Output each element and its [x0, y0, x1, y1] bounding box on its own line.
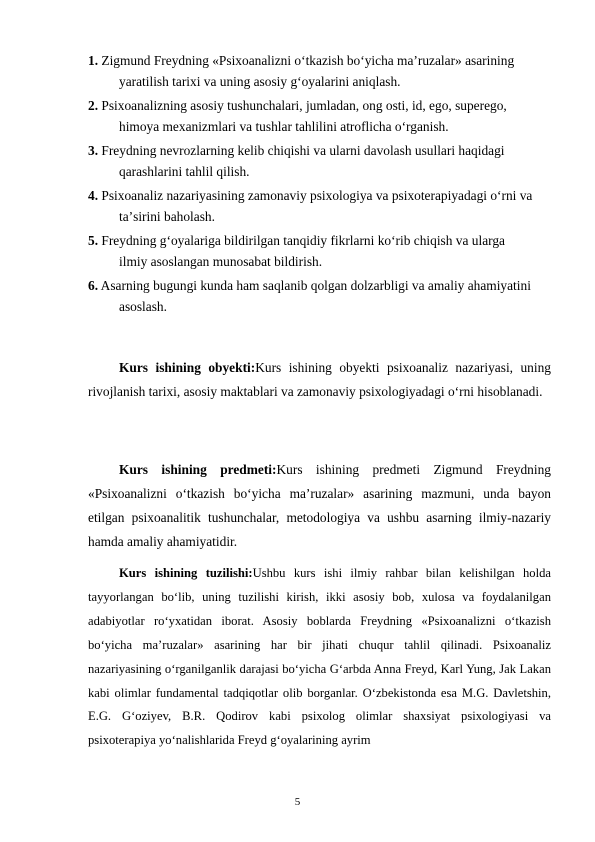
item-text: Psixoanalizning asosiy tushunchalari, jumladan, ong osti, id, ego, superego, — [98, 98, 507, 113]
structure-paragraph — [88, 562, 551, 753]
item-text-continued: himoya mexanizmlari va tushlar tahlilini atroflicha oʻrganish. — [119, 118, 449, 134]
structure-text: Ushbu kurs ishi ilmiy rahbar bilan kelishilgan holda tayyorlangan boʻlib, uning tuzilishi kirish, ikki asosiy bob, xulosa va foydalanilgan adabiyotlar roʻyxatidan iborat. Asosiy boblarda Freydning «Psixoanalizni oʻtkazish boʻyicha maʼruzalar» asarining har bir jihati chuqur tahlil qilinadi. Psixoanaliz nazariyasining oʻrganilganlik darajasi boʻyicha Gʻarbda Anna Freyd, Karl Yung, Jak Lakan kabi olimlar fundamental tadqiqotlar olib borganlar. Oʻzbekistonda esa M.G. Davletshin, E.G. Gʻoziyev, B.R. Qodirov kabi psixolog olimlar shaxsiyat psixologiyasi va psixoterapiya yoʻnalishlarida Freyd gʻoyalarining ayrim — [88, 566, 551, 748]
item-number: 1. — [88, 53, 99, 68]
structure-label: Kurs ishining tuzilishi: — [119, 566, 253, 580]
list-item — [88, 276, 558, 317]
subject-text: Kurs ishining predmeti Zigmund Freydning «Psixoanalizni oʻtkazish boʻyicha maʼruzalar» asarining mazmuni, unda bayon etilgan psixoanalitik tushunchalar, metodologiya va ushbu asarning ilmiy-nazariy hamda amaliy ahamiyatidir. — [88, 462, 551, 549]
item-text: Zigmund Freydning «Psixoanalizni oʻtkazish boʻyicha maʼruzalar» asarining — [98, 53, 515, 68]
item-text-continued: qarashlarini tahlil qilish. — [119, 163, 250, 179]
list-item — [88, 231, 558, 272]
item-text-continued: taʼsirini baholash. — [119, 208, 215, 224]
subject-paragraph — [88, 458, 551, 554]
item-text: Freydning nevrozlarning kelib chiqishi va ularni davolash usullari haqidagi — [98, 143, 505, 158]
object-paragraph — [88, 356, 551, 404]
item-number: 3. — [88, 143, 99, 158]
item-text-continued: yaratilish tarixi va uning asosiy gʻoyalarini aniqlash. — [119, 73, 401, 89]
object-label: Kurs ishining obyekti: — [119, 360, 256, 375]
list-item — [88, 96, 558, 137]
item-number: 5. — [88, 233, 99, 248]
subject-label: Kurs ishining predmeti: — [119, 462, 277, 477]
objectives-list — [88, 51, 558, 321]
item-text: Freydning gʻoyalariga bildirilgan tanqidiy fikrlarni koʻrib chiqish va ularga — [98, 233, 505, 248]
object-text: Kurs ishining obyekti psixoanaliz nazariyasi, uning rivojlanish tarixi, asosiy maktablari va zamonaviy psixologiyadagi oʻrni hisoblanadi. — [88, 360, 551, 399]
list-item — [88, 186, 558, 227]
item-text-continued: ilmiy asoslangan munosabat bildirish. — [119, 253, 323, 269]
page-number: 5 — [294, 796, 301, 808]
item-number: 4. — [88, 188, 99, 203]
list-item — [88, 141, 558, 182]
item-number: 6. — [88, 278, 99, 293]
item-text: Asarning bugungi kunda ham saqlanib qolgan dolzarbligi va amaliy ahamiyatini — [98, 278, 531, 293]
item-text: Psixoanaliz nazariyasining zamonaviy psixologiya va psixoterapiyadagi oʻrni va — [98, 188, 533, 203]
list-item — [88, 51, 558, 92]
item-number: 2. — [88, 98, 99, 113]
item-text-continued: asoslash. — [119, 298, 167, 314]
